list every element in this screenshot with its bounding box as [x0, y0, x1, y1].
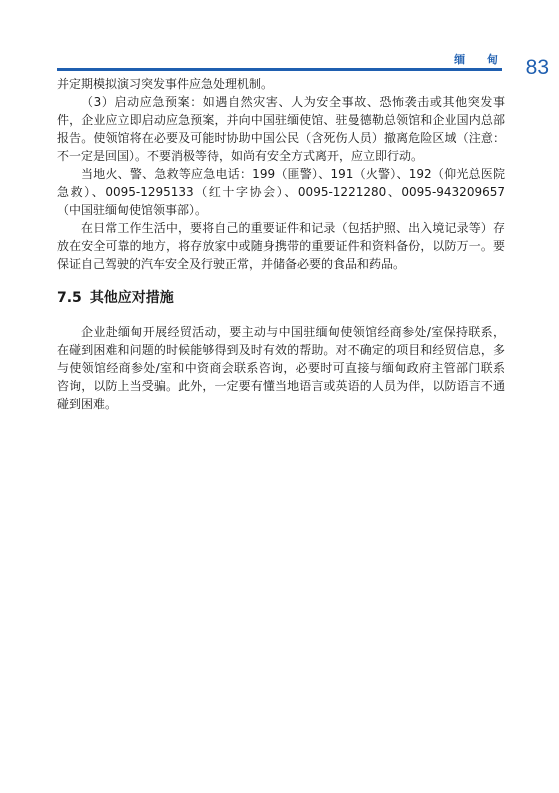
section-heading — [57, 289, 505, 307]
section-body: 企业赴缅甸开展经贸活动，要主动与中国驻缅甸使领馆经商参处/室保持联系，在碰到困难和问题的时候能够得到及时有效的帮助。对不确定的项目和经贸信息，多与使领馆经商参处/室和中资商会联系咨询，必要时可直接与缅甸政府主管部门联系咨询，以防上当受骗。此外，一定要有懂当地语言或英语的人员为伴，以防语言不通碰到困难。 — [57, 325, 505, 411]
paragraph-continuation: 并定期模拟演习突发事件应急处理机制。 — [57, 77, 274, 91]
running-header-label: 缅 甸 — [454, 53, 507, 66]
header-rule — [57, 68, 502, 71]
paragraph-emergency-plan: （3）启动应急预案：如遇自然灾害、人为安全事故、恐怖袭击或其他突发事件，企业应立即启动应急预案，并向中国驻缅使馆、驻曼德勒总领馆和企业国内总部报告。使领馆将在必要及可能时协助中国公民（含死伤人员）撤离危险区域（注意：不一定是回国）。不要消极等待，如尚有安全方式离开，应立即行动。 — [57, 95, 505, 163]
page-content — [57, 75, 505, 413]
paragraph-document-backup: 在日常工作生活中，要将自己的重要证件和记录（包括护照、出入境记录等）存放在安全可靠的地方，将存放家中或随身携带的重要证件和资料备份，以防万一。要保证自己驾驶的汽车安全及行驶正常，并储备必要的食品和药品。 — [57, 221, 505, 271]
page-number: 83 — [525, 56, 549, 79]
paragraph-emergency-phones: 当地火、警、急救等应急电话：199（匪警）、191（火警）、192（仰光总医院急救）、0095-1295133（红十字协会）、0095-1221280、0095-943209657（中国驻缅甸使馆领事部）。 — [57, 167, 505, 217]
section-number: 7.5 — [57, 290, 82, 306]
section-title: 其他应对措施 — [89, 290, 174, 306]
